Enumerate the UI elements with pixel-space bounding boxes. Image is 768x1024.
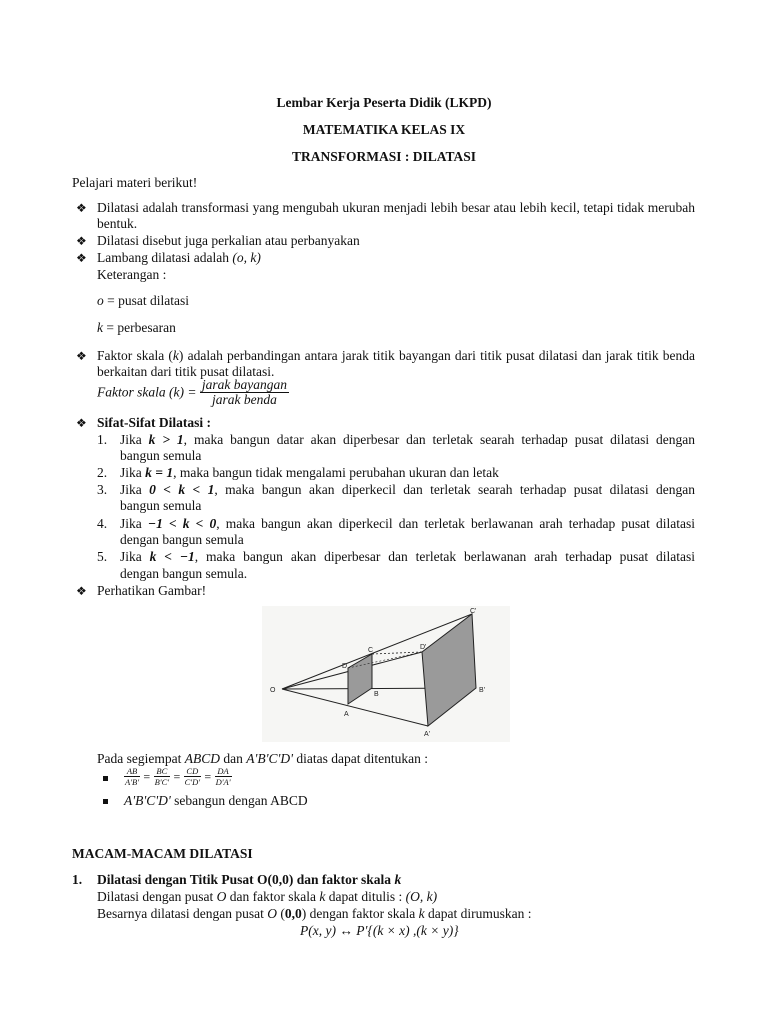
equals-sign: = <box>173 769 181 784</box>
formula-lhs: Faktor skala (k) = <box>97 384 197 400</box>
sifat-heading: Sifat-Sifat Dilatasi : <box>97 415 211 430</box>
dilatasi-formula: P(x, y) ↔ P′{(k × x) ,(k × y)} <box>300 923 459 938</box>
sifat-math: −1 < k < 0 <box>147 516 217 531</box>
segiempat-text <box>97 751 428 767</box>
bullet-perkalian: Dilatasi disebut juga perkalian atau perbanyakan <box>97 233 360 248</box>
ratio-den: D'A' <box>215 777 231 787</box>
ratio-den: C'D' <box>184 777 201 787</box>
faktor-skala-formula <box>97 378 289 407</box>
sifat-math: k > 1 <box>148 432 184 447</box>
line1-O: O <box>216 889 227 904</box>
faktor-text-b: ) adalah perbandingan antara jarak titik bayangan dari titik pusat dilatasi dan jarak titik benda berkaitan dari titik pusat dilatasi. <box>97 348 696 379</box>
line2-close: ) <box>301 906 307 921</box>
ratio-num: CD <box>184 766 201 777</box>
sifat-item <box>120 516 695 532</box>
ratio-num: AB <box>124 766 140 777</box>
bullet-dilatasi-definition: Dilatasi adalah transformasi yang mengubah ukuran menjadi lebih besar atau lebih kecil, tetapi tidak merubah bentuk. <box>97 200 695 231</box>
ratio-equation <box>124 766 232 787</box>
sifat-post: , maka bangun datar akan diperbesar dan terletak searah terhadap pusat dilatasi dengan <box>183 432 695 447</box>
section-title-text: Dilatasi dengan Titik Pusat O(0,0) dan faktor skala <box>97 872 395 887</box>
sebangun-text: sebangun dengan ABCD <box>170 793 308 808</box>
line2-k: k <box>418 906 425 921</box>
line1-mid: dan faktor skala <box>226 889 320 904</box>
sifat-pre: Jika <box>120 465 146 480</box>
ratio-num: DA <box>215 766 232 777</box>
macam-heading: MACAM-MACAM DILATASI <box>72 846 253 861</box>
line1-k: k <box>319 889 326 904</box>
label-A: A <box>344 711 349 718</box>
line1-pre: Dilatasi dengan pusat <box>97 889 217 904</box>
diamond-bullet-icon: ❖ <box>76 234 87 248</box>
header-subject: MATEMATIKA KELAS IX <box>302 122 466 137</box>
section-number: 1. <box>72 872 83 887</box>
sifat-post: , maka bangun akan diperkecil dan terletak berlawanan arah terhadap pusat dilatasi <box>216 516 695 531</box>
bullet-faktor-skala <box>97 348 695 380</box>
equals-sign: = <box>204 769 212 784</box>
sifat-pre: Jika <box>120 516 148 531</box>
segiempat-abcd-prime: A'B'C'D' <box>246 751 294 766</box>
sifat-item-number: 2. <box>97 465 108 480</box>
line1-math: (O, k) <box>405 889 438 904</box>
sifat-pre: Jika <box>120 549 150 564</box>
sifat-item-cont: dengan bangun semula <box>120 532 244 547</box>
keterangan-o <box>97 293 189 309</box>
sifat-pre: Jika <box>120 482 150 497</box>
diamond-bullet-icon: ❖ <box>76 201 87 215</box>
header-topic: TRANSFORMASI : DILATASI <box>291 149 477 164</box>
line2-post: dapat dirumuskan : <box>424 906 532 921</box>
section-title-k: k <box>394 872 402 887</box>
sifat-item-number: 3. <box>97 482 108 497</box>
square-bullet-icon <box>103 776 108 781</box>
ratio-num: BC <box>154 766 171 777</box>
sifat-item-number: 4. <box>97 516 108 531</box>
k-symbol: k <box>97 320 103 335</box>
sifat-item-number: 5. <box>97 549 108 564</box>
ratio-den: A'B' <box>125 777 140 787</box>
faktor-k: k <box>172 348 179 363</box>
label-B-prime: B' <box>479 687 486 694</box>
sifat-post: , maka bangun akan diperkecil dan terletak searah terhadap pusat dilatasi dengan <box>214 482 696 497</box>
line1-post: dapat ditulis : <box>325 889 406 904</box>
sebangun-line <box>124 793 308 809</box>
segiempat-post: diatas dapat ditentukan : <box>293 751 428 766</box>
label-C: C <box>368 647 374 654</box>
o-text: = pusat dilatasi <box>103 293 189 308</box>
perhatikan-text: Perhatikan Gambar! <box>97 583 207 598</box>
dilatasi-pusat-line <box>97 889 437 905</box>
ratio-fraction <box>215 766 232 787</box>
diamond-bullet-icon: ❖ <box>76 251 87 265</box>
lambang-math: (o, k) <box>232 250 261 265</box>
k-text: = perbesaran <box>103 320 176 335</box>
sifat-item <box>120 432 695 448</box>
equals-sign: = <box>143 769 151 784</box>
ratio-fraction <box>124 766 140 787</box>
label-B: B <box>374 691 379 698</box>
line2-O: O <box>267 906 277 921</box>
square-bullet-icon <box>103 799 108 804</box>
label-C-prime: C' <box>470 608 477 615</box>
diamond-bullet-icon: ❖ <box>76 416 87 430</box>
o-symbol: o <box>97 293 104 308</box>
sifat-post: , maka bangun akan diperbesar dan terletak berlawanan arah terhadap pusat dilatasi <box>194 549 695 564</box>
diamond-bullet-icon: ❖ <box>76 349 87 363</box>
line2-mid: dengan faktor skala <box>306 906 419 921</box>
sifat-item-number: 1. <box>97 432 108 447</box>
line2-open: ( <box>276 906 285 921</box>
header-title: Lembar Kerja Peserta Didik (LKPD) <box>276 95 492 110</box>
label-O: O <box>270 687 276 694</box>
diamond-bullet-icon: ❖ <box>76 584 87 598</box>
segiempat-dan: dan <box>219 751 247 766</box>
line2-pre: Besarnya dilatasi dengan pusat <box>97 906 268 921</box>
sifat-item <box>120 482 695 498</box>
sifat-item-cont: dengan bangun semula. <box>120 566 248 581</box>
keterangan-label: Keterangan : <box>97 267 167 282</box>
sifat-math: k = 1 <box>145 465 174 480</box>
ratio-den: B'C' <box>154 777 170 787</box>
sifat-item <box>120 549 695 565</box>
sifat-math: 0 < k < 1 <box>149 482 215 497</box>
sifat-item-cont: bangun semula <box>120 498 202 513</box>
sifat-pre: Jika <box>120 432 149 447</box>
bullet-lambang <box>97 250 261 266</box>
faktor-text-a: Faktor skala ( <box>97 348 173 363</box>
line2-origin: 0,0 <box>284 906 302 921</box>
formula-fraction <box>200 378 289 407</box>
formula-numerator: jarak bayangan <box>201 377 287 392</box>
lambang-text: Lambang dilatasi adalah <box>97 250 233 265</box>
ratio-fraction <box>184 766 201 787</box>
sifat-item <box>120 465 499 481</box>
sebangun-math: A'B'C'D' <box>124 793 171 808</box>
segiempat-abcd: ABCD <box>184 751 220 766</box>
sifat-math: k < −1 <box>149 549 195 564</box>
formula-denominator: jarak benda <box>211 392 277 407</box>
ratio-fraction <box>154 766 171 787</box>
besarnya-dilatasi-line <box>97 906 532 922</box>
keterangan-k <box>97 320 176 336</box>
label-D: D <box>342 663 348 670</box>
label-A-prime: A' <box>424 731 431 738</box>
label-D-prime: D' <box>420 644 427 651</box>
intro-text: Pelajari materi berikut! <box>72 175 198 190</box>
segiempat-pre: Pada segiempat <box>97 751 185 766</box>
dilatasi-figure <box>262 606 510 742</box>
sifat-post: , maka bangun tidak mengalami perubahan ukuran dan letak <box>173 465 499 480</box>
section-title <box>97 872 401 888</box>
sifat-item-cont: bangun semula <box>120 448 202 463</box>
